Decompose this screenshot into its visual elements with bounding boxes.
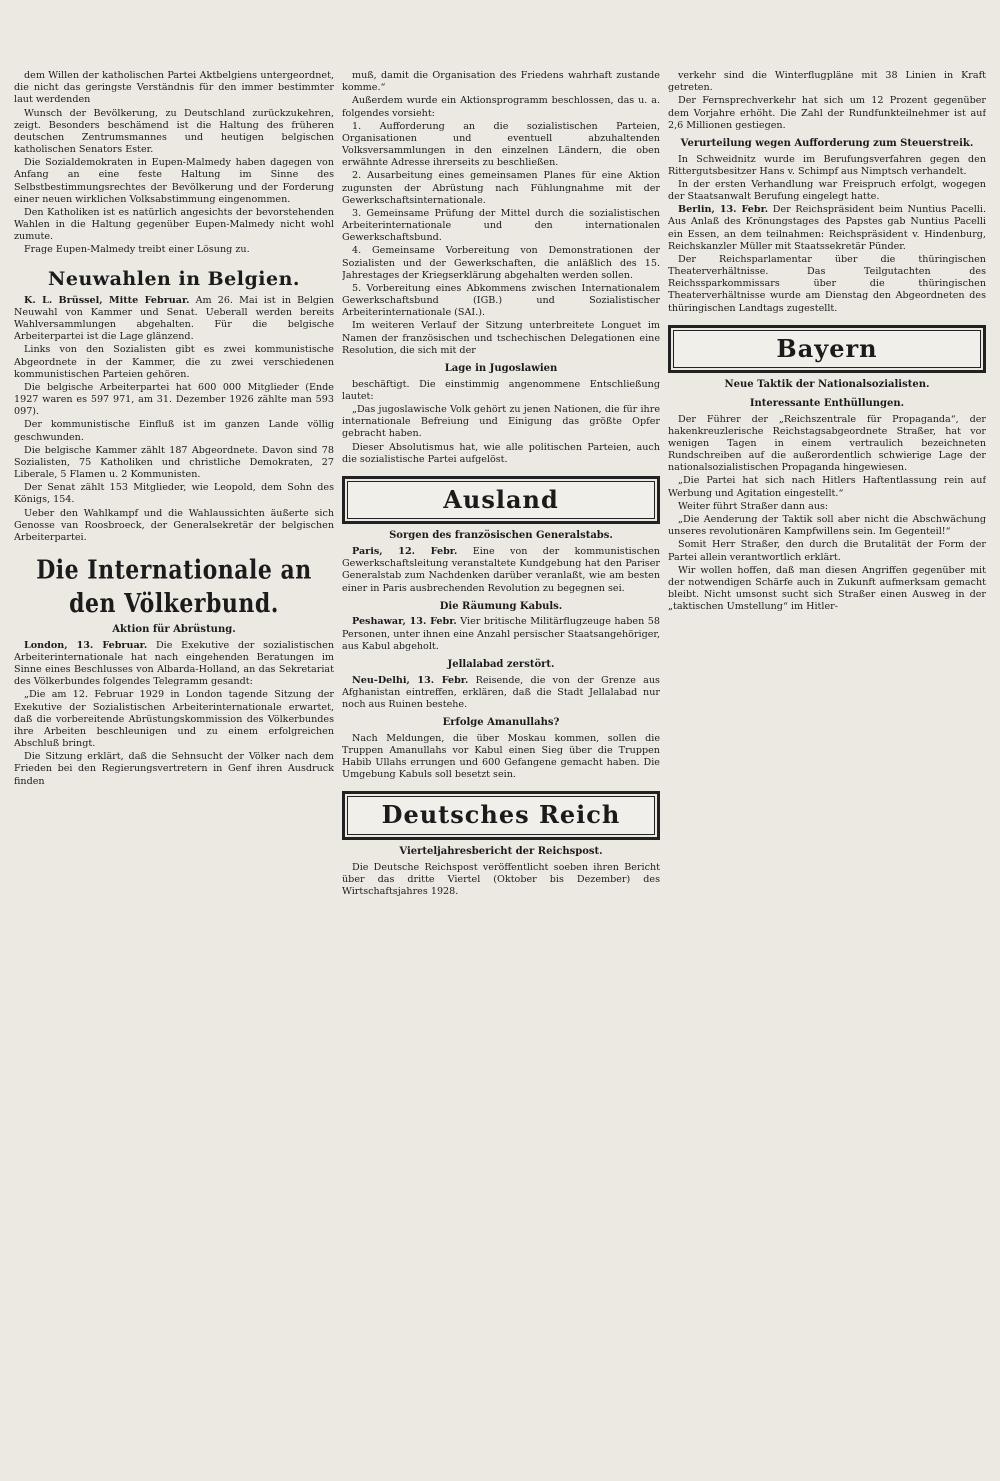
paragraph-text: Die Sitzung erklärt, daß die Sehnsucht der Völker nach dem Frieden bei den Regierungsvertretern in Genf ihren Ausdruck finden — [14, 751, 334, 787]
article-paragraph — [14, 508, 334, 545]
article-subheading: Jellalabad zerstört. — [447, 658, 555, 670]
dateline: Berlin, 13. Febr. — [678, 204, 769, 216]
paragraph-text: Der Reichsparlamentar über die thüringischen Theaterverhältnisse. Das Teilgutachten des Reichssparkommissars über die thüringischen Theaterverhältnisse wurde am Dienstag den Abgeordneten des thüringischen Landtags zugestellt. — [668, 253, 986, 314]
paragraph-text: Links von den Sozialisten gibt es zwei kommunistische Abgeordnete in der Kammer, die zu zwei verschiedenen kommunistischen Parteien gehören. — [14, 344, 334, 380]
paragraph-text: 5. Vorbereitung eines Abkommens zwischen Internationalem Gewerkschaftsbund (IGB.) und Sozialistischer Arbeiterinternationale (SAI.). — [342, 282, 660, 319]
article-subheading: Neue Taktik der Nationalsozialisten. — [724, 379, 930, 391]
article-paragraph — [342, 862, 660, 899]
paragraph-text: muß, damit die Organisation des Friedens wahrhaft zustande komme.“ — [342, 70, 660, 94]
paragraph-text: 2. Ausarbeitung eines gemeinsamen Planes für eine Aktion zugunsten der Abrüstung nach Fühlungnahme mit der Gewerkschaftsinternationale. — [342, 170, 660, 206]
paragraph-text: Im weiteren Verlauf der Sitzung unterbreitete Longuet im Namen der französischen und tschechischen Delegationen eine Resolution, die sich mit der — [342, 320, 660, 356]
article-paragraph — [14, 344, 334, 381]
paragraph-text: Die belgische Arbeiterpartei hat 600 000 Mitglieder (Ende 1927 waren es 597 971, am 31. Dezember 1926 zählte man 593 097). — [14, 381, 334, 418]
paragraph-text: In der ersten Verhandlung war Freispruch erfolgt, wogegen der Staatsanwalt Berufung eingelegt hatte. — [668, 178, 986, 203]
article-paragraph — [342, 675, 660, 712]
paragraph-text: Der kommunistische Einfluß ist im ganzen Lande völlig geschwunden. — [14, 419, 334, 443]
paragraph-text: „Die Aenderung der Taktik soll aber nicht die Abschwächung unseres revolutionären Kampfwillens sein. Im Gegenteil!“ — [668, 514, 986, 538]
paragraph-text: „Das jugoslawische Volk gehört zu jenen Nationen, die für ihre internationale Befreiung und Einigung das größte Opfer gebracht haben. — [342, 403, 660, 440]
article-paragraph — [14, 295, 334, 344]
article-paragraph — [668, 154, 986, 178]
article-subheading: Erfolge Amanullahs? — [442, 717, 560, 729]
article-subheading: Interessante Enthüllungen. — [749, 397, 905, 409]
paragraph-text: Wunsch der Bevölkerung, zu Deutschland zurückzukehren, zeigt. Besonders beschämend ist die Haltung des früheren deutschen Zentrumsmannes und heutigen belgischen katholischen Senators Ester. — [14, 107, 334, 156]
article-paragraph — [342, 404, 660, 441]
article-paragraph — [668, 475, 986, 499]
paragraph-text: Außerdem wurde ein Aktionsprogramm beschlossen, das u. a. folgendes vorsieht: — [342, 95, 660, 119]
article-paragraph — [668, 414, 986, 475]
article-paragraph — [342, 546, 660, 595]
paragraph-text: beschäftigt. Die einstimmig angenommene Entschließung lautet: — [342, 378, 660, 402]
paragraph-text: In Schweidnitz wurde im Berufungsverfahren gegen den Rittergutsbesitzer Hans v. Schimpf aus Nimptsch verhandelt. — [668, 153, 986, 177]
article-paragraph — [668, 539, 986, 563]
paragraph-text: 4. Gemeinsame Vorbereitung von Demonstrationen der Sozialisten und der Gewerkschaften, die anläßlich des 15. Jahrestages der Kriegserklärung abgehalten werden sollen. — [342, 245, 660, 281]
article-paragraph — [342, 70, 660, 94]
paragraph-text: Vier britische Militärflugzeuge haben 58 Personen, unter ihnen eine Anzahl persischer Staatsangehöriger, aus Kabul abgeholt. — [342, 616, 660, 652]
paragraph-text: Ueber den Wahlkampf und die Wahlaussichten äußerte sich Genosse van Roosbroeck, der Generalsekretär der belgischen Arbeiterpartei. — [14, 507, 334, 543]
article-subheading: Aktion für Abrüstung. — [112, 624, 236, 636]
article-paragraph — [668, 565, 986, 614]
paragraph-text: Weiter führt Straßer dann aus: — [678, 500, 829, 512]
article-headline: Neuwahlen in Belgien. — [47, 267, 301, 290]
paragraph-text: Nach Meldungen, die über Moskau kommen, sollen die Truppen Amanullahs vor Kabul einen Sieg über die Truppen Habib Ullahs errungen und 600 Gefangene gemacht haben. Die Umgebung Kabuls soll besetzt sein. — [342, 732, 660, 781]
paragraph-text: Die Exekutive der sozialistischen Arbeiterinternationale hat nach eingehenden Beratungen im Sinne eines Beschlusses von Albarda-Holland, an das Sekretariat des Völkerbundes folgendes Telegramm gesandt: — [14, 639, 334, 688]
section-banner: Bayern — [668, 325, 986, 373]
paragraph-text: Reisende, die von der Grenze aus Afghanistan eintreffen, erklären, daß die Stadt Jellalabad nur noch aus Ruinen bestehe. — [342, 674, 660, 710]
article-paragraph — [14, 70, 334, 107]
paragraph-text: Wir wollen hoffen, daß man diesen Angriffen gegenüber mit der notwendigen Schärfe auch in Zukunft aufmerksam gemacht bleibt. Nicht umsonst sucht sich Straßer einen Ausweg in der „taktischen Umstellung“ im Hitler- — [668, 564, 986, 613]
paragraph-text: Der Senat zählt 153 Mitglieder, wie Leopold, dem Sohn des Königs, 154. — [14, 482, 334, 506]
section-banner: Deutsches Reich — [342, 791, 660, 839]
article-subheading: Lage in Jugoslawien — [444, 362, 558, 374]
column-right — [668, 70, 986, 1461]
article-paragraph — [668, 95, 986, 132]
paragraph-text: dem Willen der katholischen Partei Aktbelgiens untergeordnet, die nicht das geringste Verständnis für den immer bestimmter laut werdenden — [14, 70, 334, 106]
article-paragraph — [342, 442, 660, 466]
article-paragraph — [342, 121, 660, 170]
paragraph-text: Die Deutsche Reichspost veröffentlicht soeben ihren Bericht über das dritte Viertel (Oktober bis Dezember) des Wirtschaftsjahres 1928. — [342, 861, 660, 897]
paragraph-text: Der Reichspräsident beim Nuntius Pacelli. Aus Anlaß des Krönungstages des Papstes gab Nuntius Pacelli ein Essen, an dem teilnahmen: Reichspräsident v. Hindenburg, Reichskanzler Müller mit Staatssekretär Pünder. — [668, 204, 986, 252]
section-banner: Ausland — [342, 476, 660, 524]
paragraph-text: 3. Gemeinsame Prüfung der Mittel durch die sozialistischen Arbeiterinternationale und den internationalen Gewerkschaftsbund. — [342, 207, 660, 244]
article-paragraph — [14, 482, 334, 506]
paragraph-text: Eine von der kommunistischen Gewerkschaftsleitung veranstaltete Kundgebung hat den Pariser Generalstab zum Nachdenken darüber veranlaßt, wie am besten einer in Paris ausbrechenden Revolution zu begegnen sei. — [342, 546, 660, 594]
article-paragraph — [342, 208, 660, 245]
paragraph-text: Dieser Absolutismus hat, wie alle politischen Parteien, auch die sozialistische Partei aufgelöst. — [342, 441, 660, 465]
paragraph-text: 1. Aufforderung an die sozialistischen Parteien, Organisationen und eventuell abzuhaltenden Volksversammlungen in den einzelnen Ländern, die oben erwähnte Adresse ihrerseits zu beschließen. — [342, 120, 660, 169]
article-paragraph — [14, 640, 334, 689]
article-headline: Die Internationale an den Völkerbund. — [36, 554, 312, 620]
article-paragraph — [342, 245, 660, 282]
article-paragraph — [14, 751, 334, 788]
paragraph-text: Den Katholiken ist es natürlich angesichts der bevorstehenden Wahlen in die Haltung gegenüber Eupen-Malmedy nicht wohl zumute. — [14, 206, 334, 243]
article-paragraph — [14, 382, 334, 419]
article-paragraph — [668, 179, 986, 203]
article-paragraph — [342, 95, 660, 119]
article-paragraph — [668, 254, 986, 315]
article-paragraph — [342, 616, 660, 653]
article-paragraph — [668, 501, 986, 513]
article-paragraph — [668, 204, 986, 253]
column-container — [14, 70, 992, 1461]
dateline: K. L. Brüssel, Mitte Februar. — [24, 294, 190, 306]
paragraph-text: „Die am 12. Februar 1929 in London tagende Sitzung der Exekutive der Sozialistischen Arbeiterinternationale erwartet, daß die vorbereitende Abrüstungskommission des Völkerbundes ihre Arbeiten beschleunigen und zu einem erfolgreichen Abschluß bringt. — [14, 689, 334, 750]
column-left — [14, 70, 334, 1461]
paragraph-text: Der Führer der „Reichszentrale für Propaganda“, der hakenkreuzlerische Reichstagsabgeordnete Straßer, hat vor wenigen Tagen in einem vertraulich bezeichneten Rundschreiben auf die außerordentlich schwierige Lage der nationalsozialistischen Propaganda hingewiesen. — [668, 413, 986, 474]
article-paragraph — [342, 320, 660, 357]
article-subheading: Vierteljahresbericht der Reichspost. — [399, 845, 603, 857]
article-subheading: Die Räumung Kabuls. — [439, 600, 563, 612]
paragraph-text: Der Fernsprechverkehr hat sich um 12 Prozent gegenüber dem Vorjahre erhöht. Die Zahl der Rundfunkteilnehmer ist auf 2,6 Millionen gestiegen. — [668, 95, 986, 131]
paragraph-text: Somit Herr Straßer, den durch die Brutalität der Form der Partei allein verantwortlich erklärt. — [668, 539, 986, 563]
article-paragraph — [14, 207, 334, 244]
paragraph-text: Am 26. Mai ist in Belgien Neuwahl von Kammer und Senat. Ueberall werden bereits Wahlversammlungen abgehalten. Für die belgische Arbeiterpartei ist die Lage glänzend. — [14, 294, 334, 343]
dateline: Neu-Delhi, 13. Febr. — [352, 674, 469, 686]
article-paragraph — [14, 157, 334, 206]
article-paragraph — [14, 419, 334, 443]
article-paragraph — [342, 283, 660, 320]
article-subheading: Verurteilung wegen Aufforderung zum Steuerstreik. — [680, 137, 974, 149]
column-middle — [342, 70, 660, 1461]
article-paragraph — [342, 733, 660, 782]
paragraph-text: Die Sozialdemokraten in Eupen-Malmedy haben dagegen von Anfang an eine feste Haltung im Sinne des Selbstbestimmungsrechtes der Bevölkerung und der Forderung einer neuen wirklichen Volksabstimmung eingenommen. — [14, 157, 334, 205]
dateline: Peshawar, 13. Febr. — [352, 616, 457, 628]
article-paragraph — [14, 108, 334, 157]
paragraph-text: Die belgische Kammer zählt 187 Abgeordnete. Davon sind 78 Sozialisten, 75 Katholiken und christliche Demokraten, 27 Liberale, 5 Flamen u. 2 Kommunisten. — [14, 444, 334, 481]
paragraph-text: Frage Eupen-Malmedy treibt einer Lösung zu. — [24, 244, 250, 256]
article-paragraph — [668, 514, 986, 538]
dateline: Paris, 12. Febr. — [352, 546, 458, 557]
article-paragraph — [668, 70, 986, 94]
paragraph-text: verkehr sind die Winterflugpläne mit 38 Linien in Kraft getreten. — [668, 70, 986, 94]
article-subheading: Sorgen des französischen Generalstabs. — [389, 530, 613, 542]
article-paragraph — [342, 170, 660, 207]
article-paragraph — [14, 689, 334, 750]
article-paragraph — [14, 244, 334, 256]
article-paragraph — [342, 379, 660, 403]
paragraph-text: „Die Partei hat sich nach Hitlers Haftentlassung rein auf Werbung und Agitation eingestellt.“ — [668, 475, 986, 499]
dateline: London, 13. Februar. — [24, 639, 148, 651]
article-paragraph — [14, 445, 334, 482]
